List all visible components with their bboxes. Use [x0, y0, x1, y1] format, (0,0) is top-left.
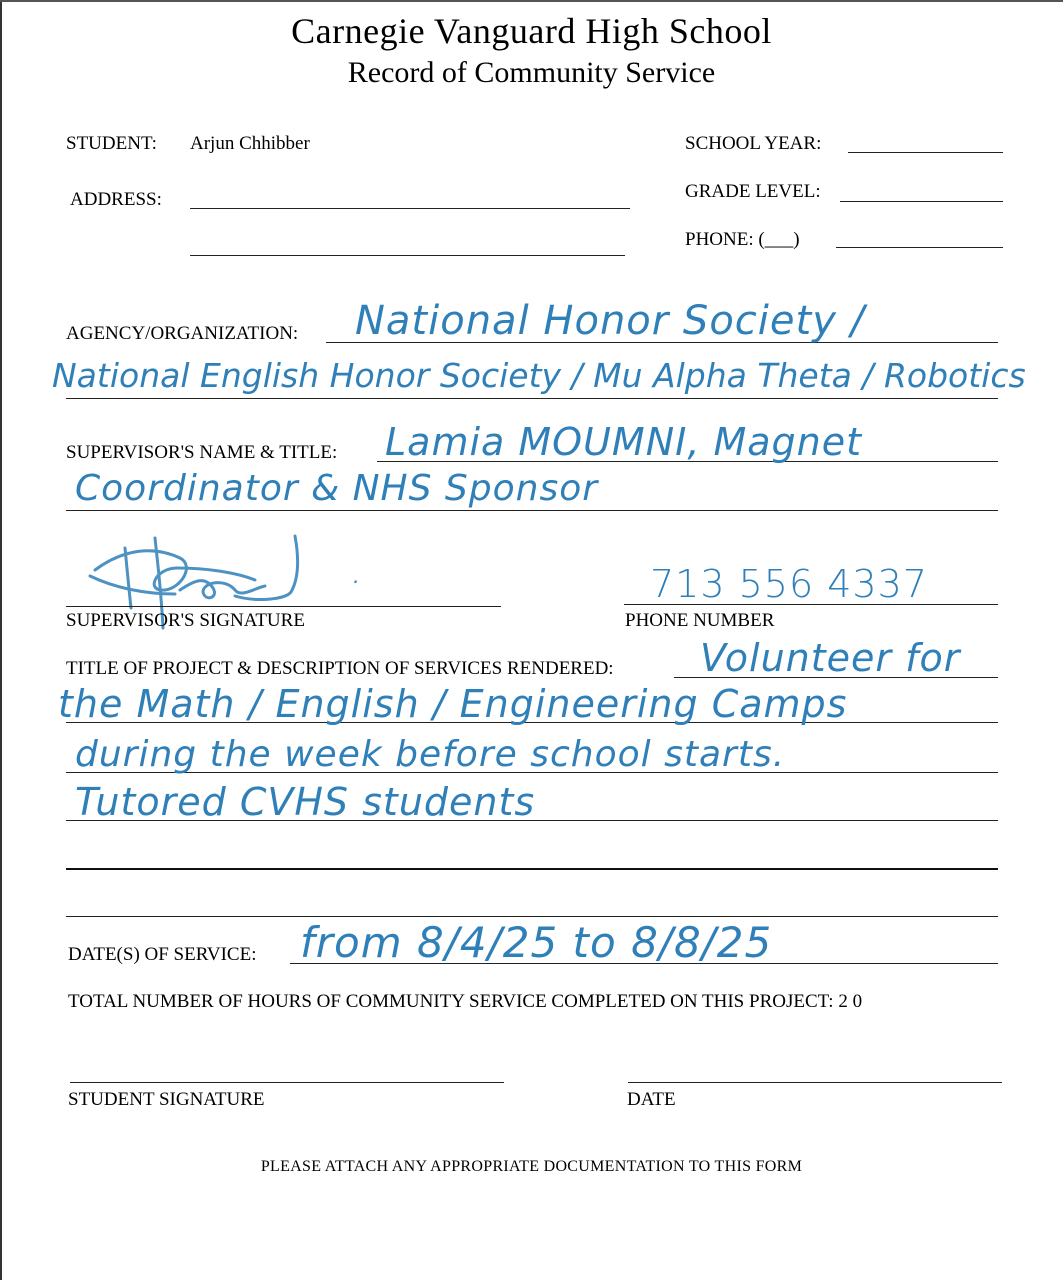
phone-field[interactable]: [836, 247, 1003, 248]
school-year-field[interactable]: [848, 152, 1003, 153]
page-border-left: [0, 0, 2, 1280]
project-handwritten-line-2: the Math / English / Engineering Camps: [58, 682, 848, 726]
project-label: TITLE OF PROJECT & DESCRIPTION OF SERVICES RENDERED:: [66, 658, 614, 679]
school-name: Carnegie Vanguard High School: [291, 11, 772, 51]
grade-level-field[interactable]: [840, 201, 1003, 202]
supervisor-handwritten-line-2: Coordinator & NHS Sponsor: [75, 468, 599, 509]
form-title: Record of Community Service: [347, 56, 716, 89]
signature-dot: ·: [352, 570, 360, 594]
dates-label: DATE(S) OF SERVICE:: [68, 944, 257, 965]
agency-handwritten-line-1: National Honor Society /: [355, 298, 866, 344]
project-handwritten-line-4: Tutored CVHS students: [75, 780, 536, 824]
supervisor-phone-handwritten: 713 556 4337: [650, 562, 928, 606]
address-field-line-1[interactable]: [190, 208, 630, 209]
project-handwritten-line-3: during the week before school starts.: [75, 734, 786, 775]
student-label: STUDENT:: [66, 133, 157, 154]
agency-field-line-2[interactable]: [66, 398, 998, 399]
school-year-label: SCHOOL YEAR:: [685, 133, 822, 154]
attach-documentation-note: PLEASE ATTACH ANY APPROPRIATE DOCUMENTATION TO THIS FORM: [260, 1158, 803, 1175]
total-hours-label: TOTAL NUMBER OF HOURS OF COMMUNITY SERVICE COMPLETED ON THIS PROJECT: 2 0: [68, 991, 863, 1012]
address-field-line-2[interactable]: [190, 255, 625, 256]
supervisor-phone-label: PHONE NUMBER: [625, 610, 775, 631]
project-field-line-5[interactable]: [66, 868, 998, 870]
supervisor-handwritten-line-1: Lamia MOUMNI, Magnet: [385, 420, 863, 464]
student-signature-label: STUDENT SIGNATURE: [68, 1089, 265, 1110]
grade-level-label: GRADE LEVEL:: [685, 181, 821, 202]
date-label: DATE: [627, 1089, 676, 1110]
supervisor-name-field-line-2[interactable]: [66, 510, 998, 511]
address-label: ADDRESS:: [70, 189, 162, 210]
phone-label: PHONE: (___): [685, 229, 800, 250]
page-border-top: [0, 0, 1063, 2]
date-field[interactable]: [628, 1082, 1002, 1083]
supervisor-name-label: SUPERVISOR'S NAME & TITLE:: [66, 442, 338, 463]
agency-handwritten-line-2: National English Honor Society / Mu Alpha Theta / Robotics: [52, 356, 1026, 395]
project-handwritten-line-1: Volunteer for: [700, 636, 961, 680]
agency-label: AGENCY/ORGANIZATION:: [66, 323, 299, 344]
supervisor-signature-label: SUPERVISOR'S SIGNATURE: [66, 610, 305, 631]
student-name-value: Arjun Chhibber: [190, 133, 310, 154]
supervisor-signature-field[interactable]: [66, 606, 501, 607]
project-field-line-6[interactable]: [66, 916, 998, 917]
dates-handwritten: from 8/4/25 to 8/8/25: [300, 918, 773, 967]
student-signature-field[interactable]: [70, 1082, 504, 1083]
